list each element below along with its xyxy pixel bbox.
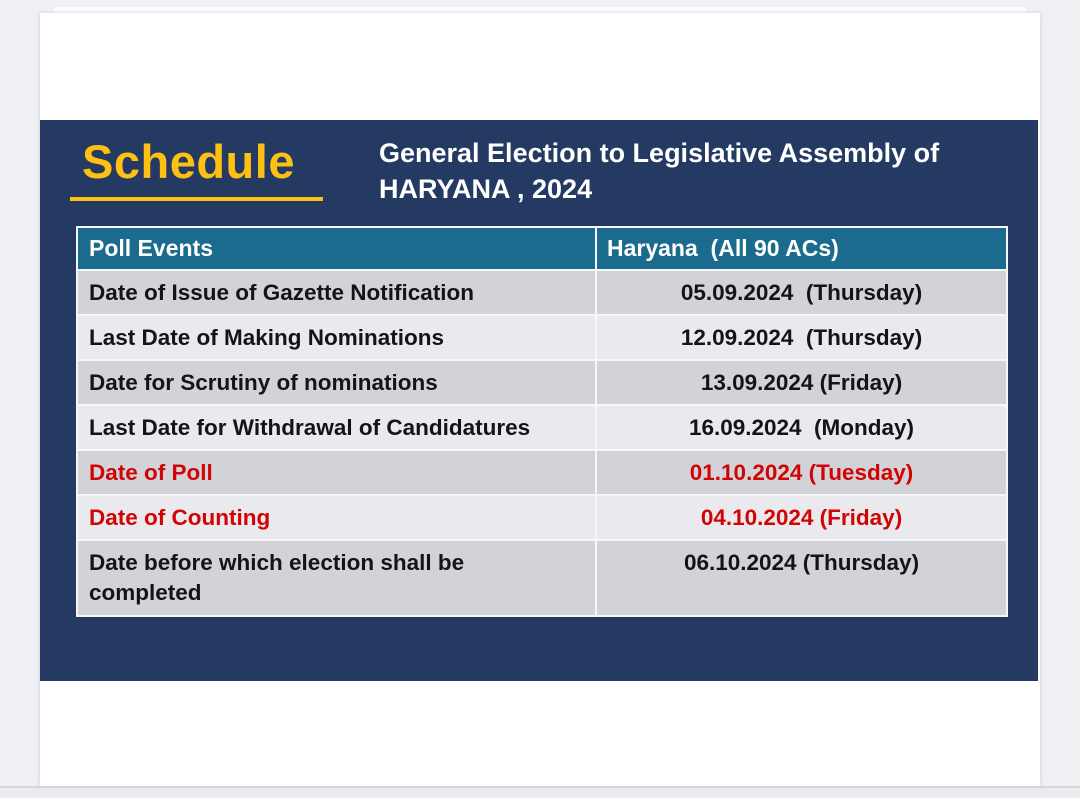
document-page [40,13,1040,786]
slide-subtitle-line1: General Election to Legislative Assembly of [379,138,940,168]
table-row [78,361,1006,404]
date-cell: 12.09.2024 (Thursday) [597,316,1006,359]
page-title: Schedule [82,135,295,188]
date-cell: 04.10.2024 (Friday) [597,496,1006,539]
table-row-highlight-poll [78,451,1006,494]
table-row [78,271,1006,314]
slide-subtitle [379,136,999,207]
slide [40,120,1038,681]
event-cell-text: Date before which election shall be completed [89,550,465,606]
event-cell: Date of Issue of Gazette Notification [78,271,595,314]
event-cell: Last Date for Withdrawal of Candidatures [78,406,595,449]
date-cell: 05.09.2024 (Thursday) [597,271,1006,314]
page-bottom-edge [0,786,1080,798]
column-header-haryana: Haryana (All 90 ACs) [597,228,1006,269]
title-underline [70,197,323,201]
date-cell: 16.09.2024 (Monday) [597,406,1006,449]
column-header-poll-events: Poll Events [78,228,595,269]
date-cell: 06.10.2024 (Thursday) [597,541,1006,615]
table-header-row [78,228,1006,269]
table-row [78,316,1006,359]
table-row-highlight-counting [78,496,1006,539]
table-row [78,406,1006,449]
poll-events-table [76,226,1008,617]
date-cell: 13.09.2024 (Friday) [597,361,1006,404]
event-cell: Date of Counting [78,496,595,539]
event-cell: Date of Poll [78,451,595,494]
event-cell: Last Date of Making Nominations [78,316,595,359]
event-cell [78,541,595,615]
date-cell: 01.10.2024 (Tuesday) [597,451,1006,494]
slide-subtitle-line2: HARYANA , 2024 [379,173,593,204]
table-row [78,541,1006,615]
event-cell: Date for Scrutiny of nominations [78,361,595,404]
